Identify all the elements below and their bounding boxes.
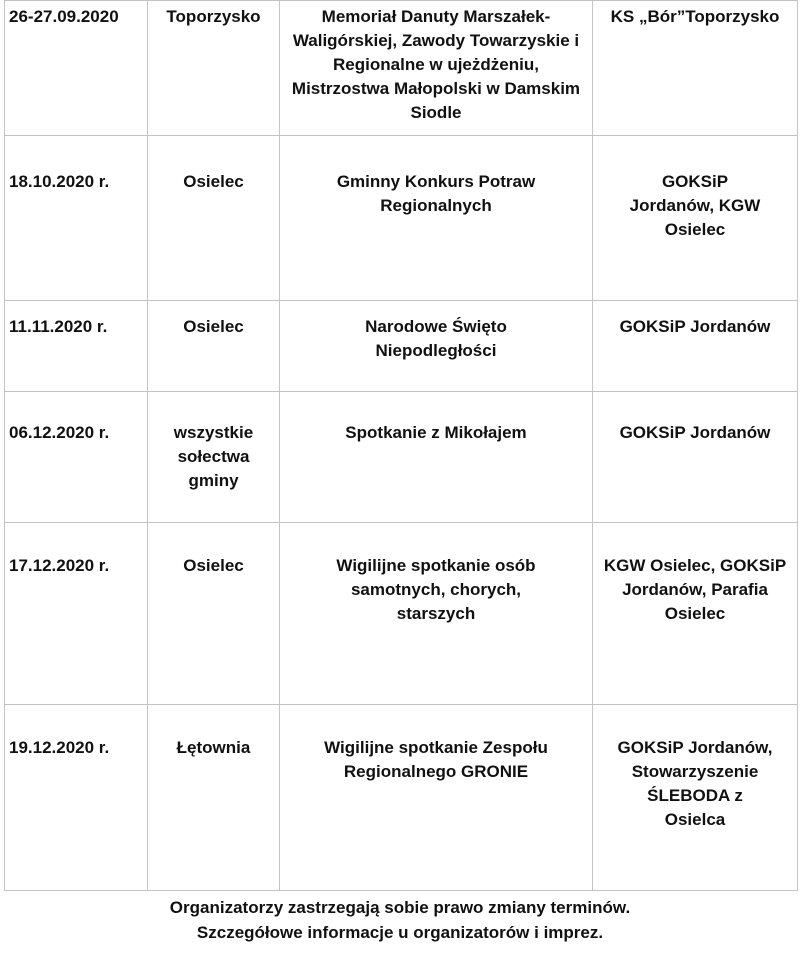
event-place: Toporzysko — [148, 1, 280, 136]
event-date: 26-27.09.2020 — [5, 1, 148, 136]
event-place: Osielec — [148, 523, 280, 705]
event-organizer: KS „Bór”Toporzysko — [593, 1, 798, 136]
event-place: wszystkie sołectwa gminy — [148, 392, 280, 523]
event-organizer: KGW Osielec, GOKSiP Jordanów, Parafia Osielec — [593, 523, 798, 705]
event-organizer: GOKSiP Jordanów — [593, 392, 798, 523]
event-organizer: GOKSiP Jordanów — [593, 301, 798, 392]
event-place: Osielec — [148, 301, 280, 392]
event-date: 18.10.2020 r. — [5, 136, 148, 301]
event-date: 19.12.2020 r. — [5, 705, 148, 891]
footer-note — [0, 895, 800, 945]
table-row — [5, 301, 798, 392]
event-name: Gminny Konkurs Potraw Regionalnych — [280, 136, 593, 301]
event-place: Osielec — [148, 136, 280, 301]
event-date: 17.12.2020 r. — [5, 523, 148, 705]
event-organizer: GOKSiP Jordanów, Stowarzyszenie ŚLEBODA z Osielca — [593, 705, 798, 891]
event-name: Narodowe Święto Niepodległości — [280, 301, 593, 392]
event-date: 11.11.2020 r. — [5, 301, 148, 392]
footer-note-line2: Szczegółowe informacje u organizatorów i imprez. — [196, 923, 604, 942]
event-place: Łętownia — [148, 705, 280, 891]
table-row — [5, 705, 798, 891]
event-date: 06.12.2020 r. — [5, 392, 148, 523]
table-row — [5, 392, 798, 523]
footer-note-line1: Organizatorzy zastrzegają sobie prawo zmiany terminów. — [169, 898, 631, 917]
event-name: Memoriał Danuty Marszałek-Waligórskiej, Zawody Towarzyskie i Regionalne w ujeżdżeniu, Mistrzostwa Małopolski w Damskim Siodle — [280, 1, 593, 136]
table-row — [5, 136, 798, 301]
event-name: Wigilijne spotkanie osób samotnych, chorych, starszych — [280, 523, 593, 705]
event-name: Wigilijne spotkanie Zespołu Regionalnego GRONIE — [280, 705, 593, 891]
event-name: Spotkanie z Mikołajem — [280, 392, 593, 523]
table-row — [5, 1, 798, 136]
events-table — [4, 0, 798, 891]
table-row — [5, 523, 798, 705]
event-organizer: GOKSiP Jordanów, KGW Osielec — [593, 136, 798, 301]
